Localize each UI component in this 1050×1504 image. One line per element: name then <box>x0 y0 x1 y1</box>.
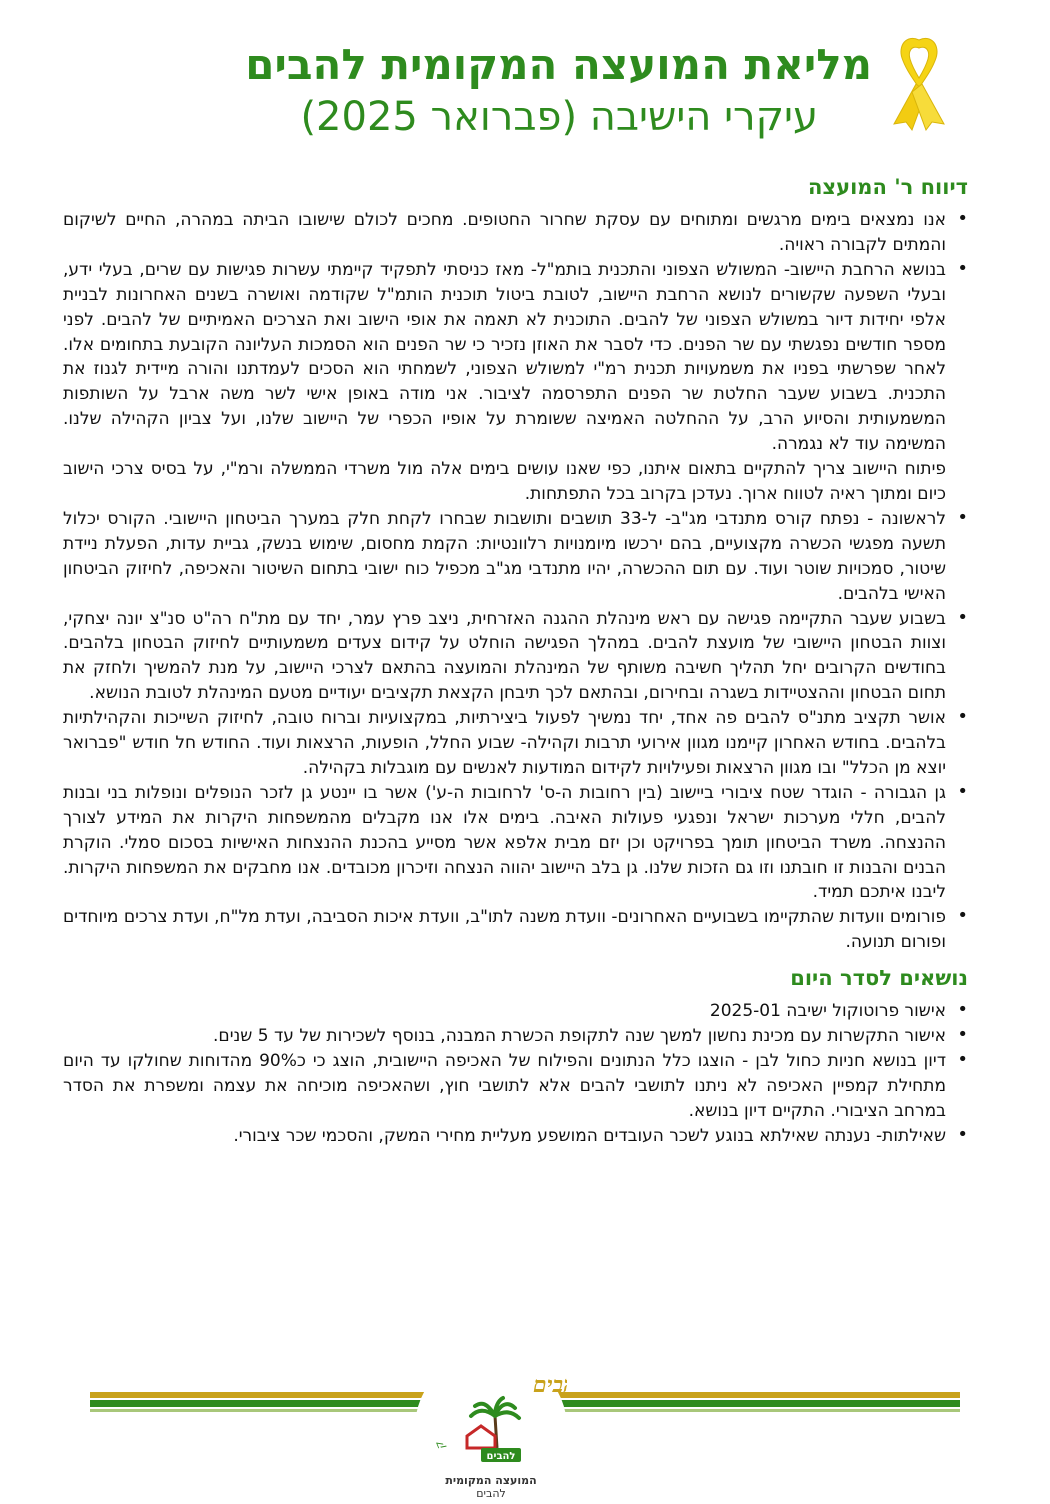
page-subtitle: עיקרי הישיבה (פברואר 2025) <box>300 94 818 140</box>
council-logo <box>415 1352 567 1504</box>
report-list-continued <box>63 507 968 955</box>
section-heading-council-head-report: דיווח ר' המועצה <box>807 175 968 199</box>
main-content <box>63 168 968 1149</box>
list-item: • אישור פרוטוקול ישיבה 2025-01 <box>63 999 946 1024</box>
logo-caption-line2: להבים <box>476 1487 506 1500</box>
list-item: • אישור התקשרות עם מכינת נחשון למשך שנה לתקופת הכשרת המבנה, בנוסף לשכירות של עד 5 שנים. <box>63 1024 946 1049</box>
logo-caption-line1: המועצה המקומית <box>445 1474 537 1487</box>
section-heading-agenda: נושאים לסדר היום <box>790 966 968 991</box>
lehavim-palm-house-logo <box>415 1352 567 1472</box>
logo-arc-text: ק <box>432 1439 448 1452</box>
page-footer <box>0 1340 1050 1500</box>
list-item: • בשבוע שעבר התקיימה פגישה עם ראש מינהלת ההגנה האזרחית, ניצב פרץ עמר, יחד עם מת"ח רה"ט סנ"צ יונה יצחקי, וצוות הבטחון היישובי של מועצת להבים. במהלך הפגישה הוחלט על קידום צעדים משמעותיים לחיזוק הבטחון בלהבים. בחודשים הקרובים יחל תהליך חשיבה משותף של המינהלת והמועצה בהתאם לצרכי היישוב, על מנת להמשיך ולחזק את תחום הבטחון וההצטיידות בשגרה ובחירום, ובהתאם לכך תיבחן הקצאת תקציבים יעודיים מטעם המינהלת לטובת הנושא. <box>63 607 946 707</box>
list-item: • פורומים וועדות שהתקיימו בשבועיים האחרונים- וועדת משנה לתו"ב, וועדת איכות הסביבה, ועדת מל"ח, ועדת צרכים מיוחדים ופורום תנועה. <box>63 905 946 955</box>
list-item: • גן הגבורה - הוגדר שטח ציבורי ביישוב (בין רחובות ה-ס' לרחובות ה-ע') אשר בו יינטע גן לזכר הנופלים ונופלות בני ובנות להבים, חללי מערכות ישראל ונפגעי פעולות האיבה. בימים אלו אנו מקבלים מהמשפחות היקרות את המידע לצורך ההנצחה. משרד הביטחון תומך בפרויקט וכן יזם מבית אלפא אשר מסייע בהכנת ההנצחות האישיות בסכום סמלי. הוקרת הבנים והבנות זו חובתנו וזו גם הזכות שלנו. גן בלב היישוב יהווה הנצחה וזיכרון מכובדים. אנו מחבקים את המשפחות היקרות. ליבנו איתכם תמיד. <box>63 781 946 906</box>
list-item: • אנו נמצאים בימים מרגשים ומתוחים עם עסקת שחרור החטופים. מחכים לכולם שישובו הביתה במהרה, החיים לשיקום והמתים לקבורה ראויה. <box>63 208 946 258</box>
page-title: מליאת המועצה המקומית להבים <box>245 40 872 89</box>
list-item: • לראשונה - נפתח קורס מתנדבי מג"ב- ל-33 תושבים ותושבות שבחרו לקחת חלק במערך הביטחון היישובי. הקורס יכלול תשעה מפגשי הכשרה מקצועיים, בהם ירכשו מיומנויות רלוונטיות: הקמת מחסום, שימוש בנשק, גביית עדות, הפעלת ניידת שיטור, סמכויות שוטר ועוד. עם תום ההכשרה, יהיו מתנדבי מג"ב מכפיל כוח ישובי בתחום השיטור והאכיפה, לחיזוק הביטחון האישי בלהבים. <box>63 507 946 607</box>
logo-house-label: להבים <box>486 1451 516 1462</box>
agenda-list <box>63 999 968 1148</box>
list-item: • בנושא הרחבת היישוב- המשולש הצפוני והתכנית בותמ"ל- מאז כניסתי לתפקיד קיימתי עשרות פגישות עם שרים, בעלי ידע, ובעלי השפעה שקשורים לנושא הרחבת היישוב, לטובת ביטול תוכנית הותמ"ל שקודמה ואושרה בשנים האחרונות לבניית אלפי יחידות דיור במשולש הצפוני של להבים. התוכנית לא תאמה את אופי הישוב ואת הצרכים האמיתיים של להבים. לפני מספר חודשים נפגשתי עם שר הפנים. כדי לסבר את האוזן נזכיר כי שר הפנים הוא הסמכות העליונה הקובעת בתחומים אלו. לאחר שפרשתי בפניו את משמעויות תכנית רמ"י למשולש הצפוני, לשמחתי הוא הסכים לעמדתנו והורה מיידית לגנוז את התכנית. בשבוע שעבר החלטת שר הפנים התפרסמה לציבור. אני מודה באופן אישי לשר משה ארבל על השותפות המשמעותית והסיוע הרב, על ההחלטה האמיצה ששומרת על אופיו הכפרי של היישוב שלנו, ועל צביון הקהילה שלנו. המשימה עוד לא נגמרה. <box>63 258 946 457</box>
list-item: • שאילתות- נענתה שאילתא בנוגע לשכר העובדים המושפע מעליית מחירי המשק, והסכמי שכר ציבורי. <box>63 1124 946 1149</box>
report-list <box>63 208 968 457</box>
list-item: • דיון בנושא חניות כחול לבן - הוצגו כלל הנתונים והפילוח של האכיפה היישובית, הוצג כי כ90% מהדוחות שחולקו עד היום מתחילת קמפיין האכיפה לא ניתנו לתושבי להבים אלא לתושבי חוץ, ושהאכיפה מוכיחה את עצמה ומשפרת את הסדר במרחב הציבורי. התקיים דיון בנושא. <box>63 1049 946 1124</box>
page-header <box>0 30 1050 160</box>
logo-wordmark: בים <box>533 1372 564 1398</box>
yellow-ribbon-icon <box>888 32 950 132</box>
continuation-paragraph: פיתוח היישוב צריך להתקיים בתאום איתנו, כפי שאנו עושים בימים אלה מול משרדי הממשלה ורמ"י, על בסיס צרכי הישוב כיום ומתוך ראיה לטווח ארוך. נעדכן בקרוב בכל התפתחות. <box>63 459 946 504</box>
list-item: • אושר תקציב מתנ"ס להבים פה אחד, יחד נמשיך לפעול ביצירתיות, במקצועיות וברוח טובה, לחיזוק השייכות והקהילתיות בלהבים. בחודש האחרון קיימנו מגוון אירועי תרבות וקהילה- שבוע החלל, הופעות, הרצאות ועוד. החודש חל חודש "פברואר יוצא מן הכלל" ובו מגוון הרצאות ופעילויות לקידום המודעות לאנשים עם מוגבלות בקהילה. <box>63 706 946 781</box>
